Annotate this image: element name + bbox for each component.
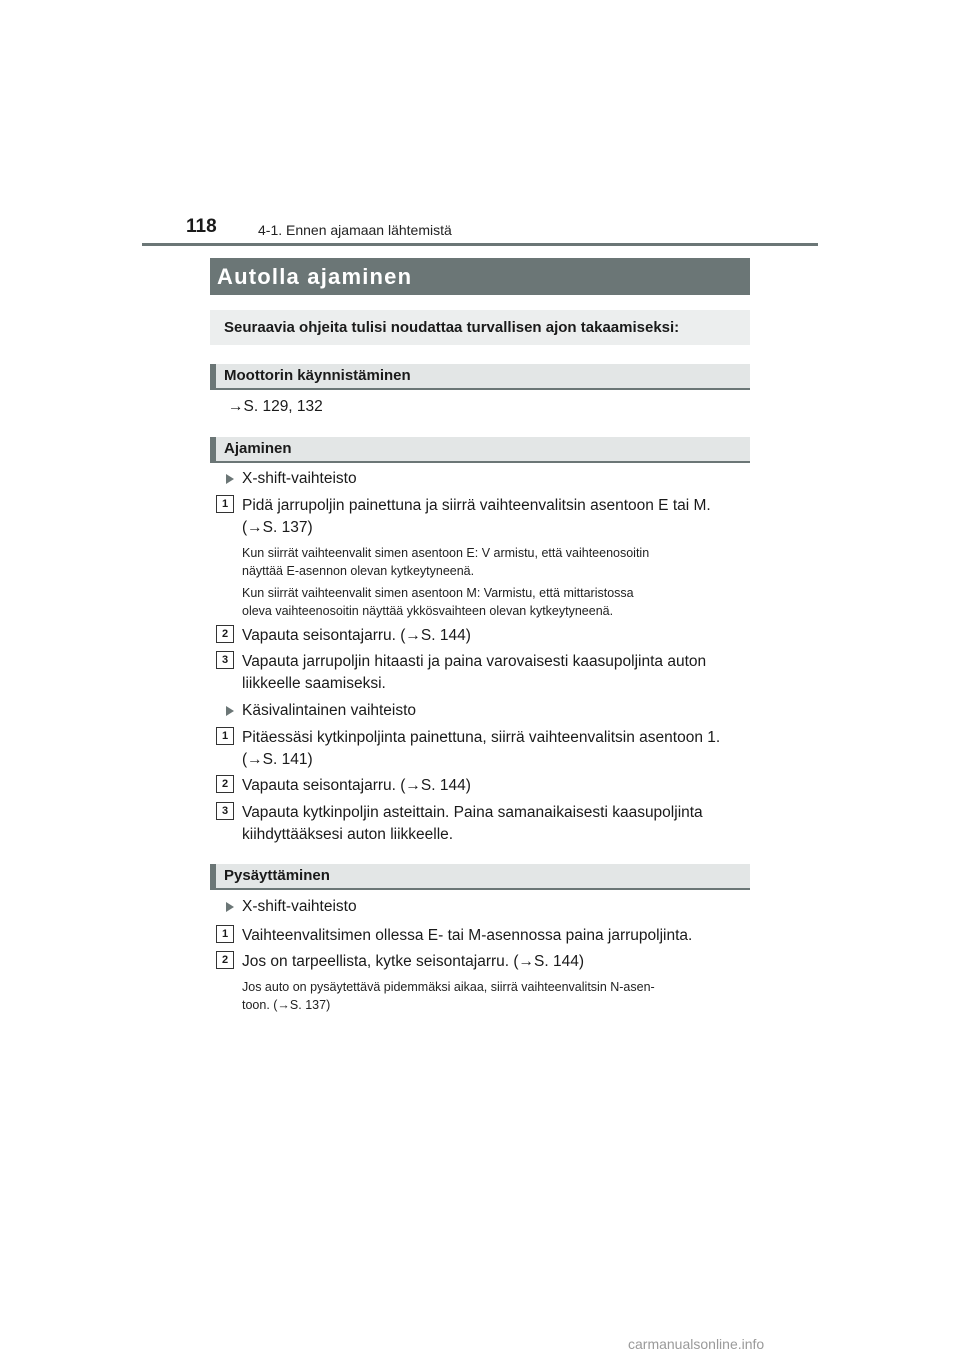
- step-text: Pitäessäsi kytkinpoljinta painettuna, siirrä vaihteenvalitsin asentoon 1.: [242, 729, 721, 746]
- header-divider: [142, 243, 818, 246]
- step-number-box: 1: [216, 727, 234, 745]
- section-heading-start: Moottorin käynnistäminen: [210, 364, 750, 390]
- start-page-ref: →S. 129, 132: [228, 398, 323, 415]
- xshift-label: X-shift-vaihteisto: [242, 470, 357, 487]
- step-text: kiihdyttääksesi auton liikkeelle.: [242, 826, 454, 843]
- note-text: näyttää E-asennon olevan kytkeytyneenä.: [242, 564, 475, 578]
- section-heading-stopping: Pysäyttäminen: [210, 864, 750, 890]
- step-text: Vapauta seisontajarru. (→S. 144): [242, 777, 471, 794]
- manual-label: Käsivalintainen vaihteisto: [242, 702, 417, 719]
- step-text: Jos on tarpeellista, kytke seisontajarru. (→S. 144): [242, 953, 585, 970]
- bullet-triangle-icon: [226, 706, 234, 716]
- note-text: toon. (→S. 137): [242, 998, 331, 1012]
- bullet-triangle-icon: [226, 474, 234, 484]
- step-text: Vapauta jarrupoljin hitaasti ja paina varovaisesti kaasupoljinta auton: [242, 653, 707, 670]
- step-text: Vapauta kytkinpoljin asteittain. Paina samanaikaisesti kaasupoljinta: [242, 804, 703, 821]
- note-text: Kun siirrät vaihteenvalit simen asentoon M: Varmistu, että mittaristossa: [242, 586, 634, 600]
- step-text: Vapauta seisontajarru. (→S. 144): [242, 627, 471, 644]
- chapter-title: 4-1. Ennen ajamaan lähtemistä: [258, 222, 452, 238]
- note-text: Kun siirrät vaihteenvalit simen asentoon E: V armistu, että vaihteenosoitin: [242, 546, 650, 560]
- section-heading-driving: Ajaminen: [210, 437, 750, 463]
- note-text: oleva vaihteenosoitin näyttää ykkösvaihteen olevan kytkeytyneenä.: [242, 604, 614, 618]
- step-number-box: 2: [216, 951, 234, 969]
- step-number-box: 2: [216, 775, 234, 793]
- step-number-box: 3: [216, 651, 234, 669]
- page-number: 118: [186, 216, 217, 237]
- step-text: liikkeelle saamiseksi.: [242, 675, 386, 692]
- page-title: Autolla ajaminen: [210, 258, 750, 295]
- step-number-box: 3: [216, 802, 234, 820]
- step-text: (→S. 141): [242, 751, 313, 768]
- xshift-label: X-shift-vaihteisto: [242, 898, 357, 915]
- bullet-triangle-icon: [226, 902, 234, 912]
- step-text: (→S. 137): [242, 519, 313, 536]
- intro-text: Seuraavia ohjeita tulisi noudattaa turvallisen ajon takaamiseksi:: [210, 310, 750, 345]
- step-number-box: 1: [216, 925, 234, 943]
- step-text: Pidä jarrupoljin painettuna ja siirrä vaihteenvalitsin asentoon E tai M.: [242, 497, 711, 514]
- step-number-box: 2: [216, 625, 234, 643]
- note-text: Jos auto on pysäytettävä pidemmäksi aikaa, siirrä vaihteenvalitsin N-asen-: [242, 980, 655, 994]
- step-text: Vaihteenvalitsimen ollessa E- tai M-asennossa paina jarrupoljinta.: [242, 927, 693, 944]
- watermark: carmanualsonline.info: [628, 1336, 765, 1352]
- step-number-box: 1: [216, 495, 234, 513]
